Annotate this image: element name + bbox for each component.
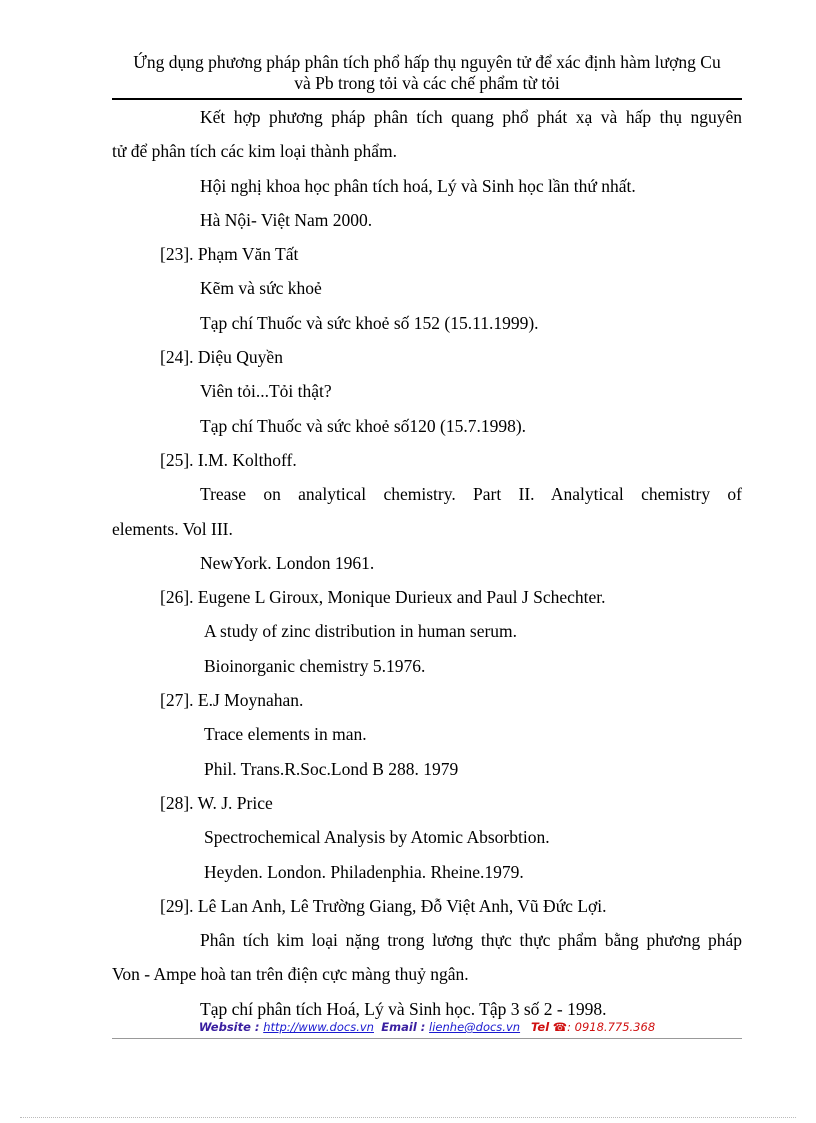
reference-heading: [27]. E.J Moynahan.	[160, 690, 304, 711]
text-line: Kẽm và sức khoẻ	[200, 278, 322, 299]
text-line: Tạp chí phân tích Hoá, Lý và Sinh học. Tập 3 số 2 - 1998.	[200, 998, 607, 1019]
text-line: Phân tích kim loại nặng trong lương thực thực phẩm bằng phương pháp	[200, 930, 742, 951]
page-footer	[112, 1019, 742, 1035]
email-link[interactable]: lienhe@docs.vn	[429, 1020, 521, 1034]
text-line: Spectrochemical Analysis by Atomic Absorbtion.	[204, 827, 550, 848]
text-line: Trace elements in man.	[204, 724, 367, 745]
text-line: NewYork. London 1961.	[200, 552, 375, 573]
text-line: Trease on analytical chemistry. Part II. Analytical chemistry of	[200, 484, 742, 505]
phone-icon: ☎	[552, 1020, 568, 1034]
text-line: Phil. Trans.R.Soc.Lond B 288. 1979	[204, 758, 459, 779]
text-line: Hà Nội- Việt Nam 2000.	[200, 209, 373, 230]
references-body	[112, 100, 742, 1026]
email-label: Email	[381, 1020, 417, 1034]
footer-divider	[112, 1038, 742, 1039]
text-line: Kết hợp phương pháp phân tích quang phổ phát xạ và hấp thụ nguyên	[200, 107, 742, 127]
text-line: Heyden. London. Philadenphia. Rheine.1979.	[204, 861, 524, 882]
text-line: Tạp chí Thuốc và sức khoẻ số120 (15.7.1998).	[200, 415, 527, 436]
page-bottom-border	[20, 1117, 796, 1118]
text-line: Von - Ampe hoà tan trên điện cực màng thuỷ ngân.	[112, 964, 469, 985]
text-line: elements. Vol III.	[112, 518, 233, 539]
page-header	[112, 52, 742, 94]
header-title-line-2: và Pb trong tỏi và các chế phẩm từ tỏi	[294, 73, 560, 93]
text-line: Tạp chí Thuốc và sức khoẻ số 152 (15.11.1999).	[200, 312, 539, 333]
header-title-line-1: Ứng dụng phương pháp phân tích phổ hấp thụ nguyên tử để xác định hàm lượng Cu	[133, 52, 721, 72]
phone-number: : 0918.775.368	[567, 1020, 656, 1034]
text-line: A study of zinc distribution in human serum.	[204, 621, 518, 642]
reference-heading: [26]. Eugene L Giroux, Monique Durieux and Paul J Schechter.	[160, 587, 606, 608]
tel-label: Tel	[531, 1020, 550, 1034]
website-link[interactable]: http://www.docs.vn	[263, 1020, 374, 1034]
reference-heading: [28]. W. J. Price	[160, 792, 273, 813]
website-label: Website :	[198, 1020, 260, 1034]
reference-heading: [24]. Diệu Quyền	[160, 347, 283, 368]
reference-heading: [25]. I.M. Kolthoff.	[160, 449, 297, 470]
text-line: tử để phân tích các kim loại thành phẩm.	[112, 141, 398, 162]
reference-heading: [29]. Lê Lan Anh, Lê Trường Giang, Đỗ Việt Anh, Vũ Đức Lợi.	[160, 895, 607, 916]
text-line: Bioinorganic chemistry 5.1976.	[204, 655, 426, 676]
text-line: Hội nghị khoa học phân tích hoá, Lý và Sinh học lần thứ nhất.	[200, 175, 636, 196]
email-separator: :	[416, 1020, 426, 1034]
text-line: Viên tỏi...Tỏi thật?	[200, 381, 332, 402]
reference-heading: [23]. Phạm Văn Tất	[160, 244, 299, 265]
